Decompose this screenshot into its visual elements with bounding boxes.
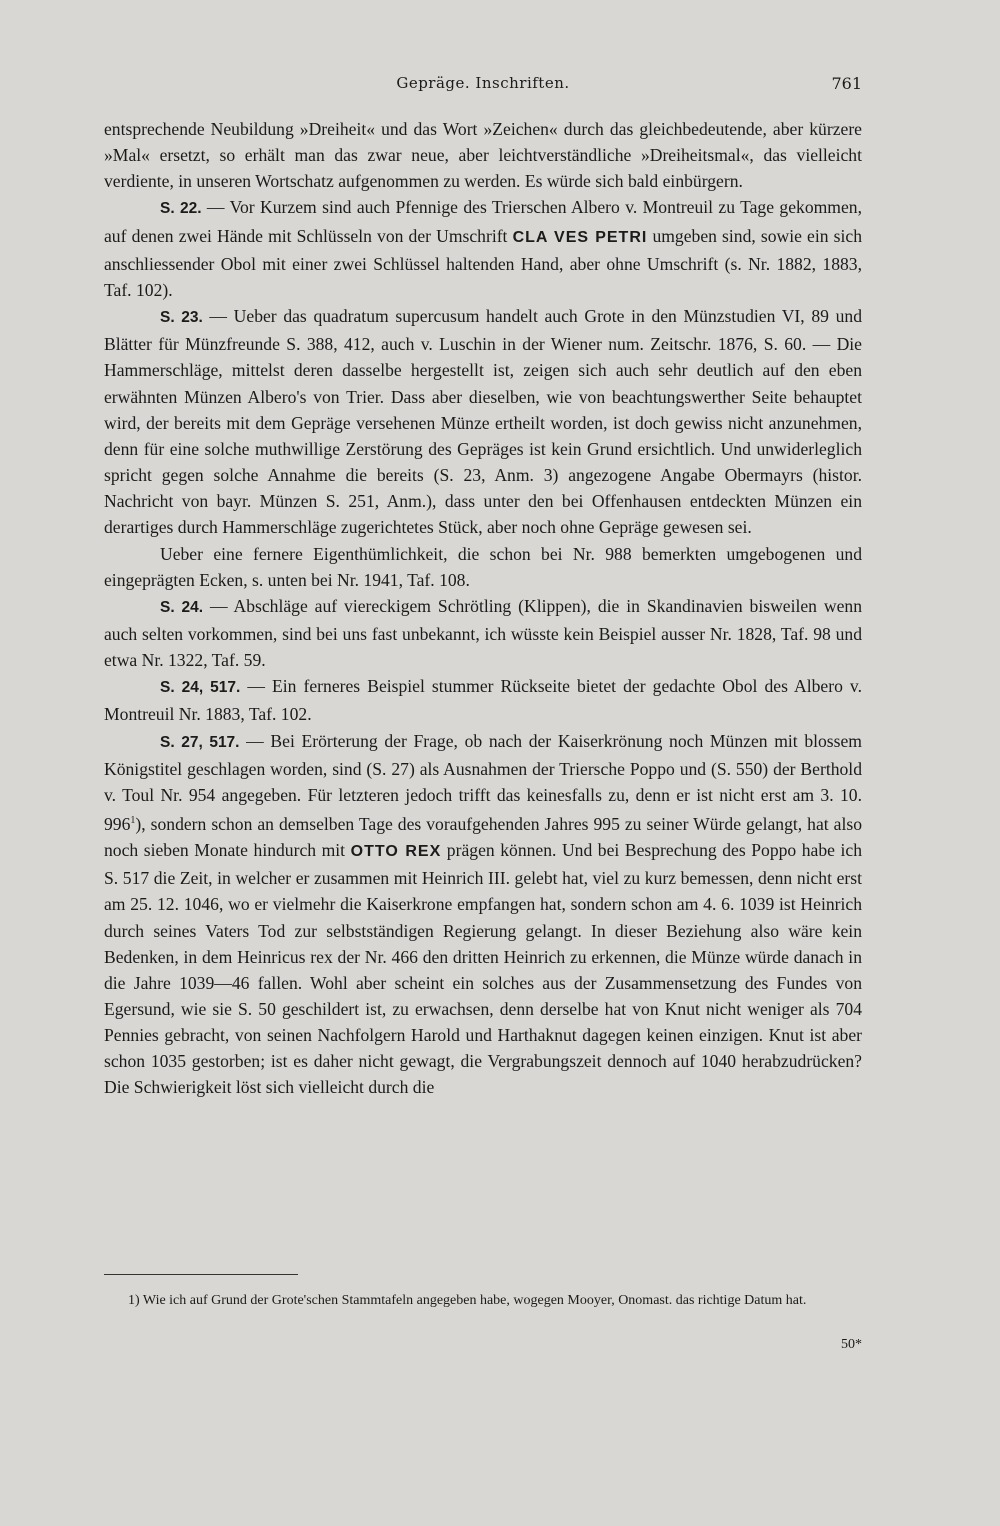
paragraph-text: — Ueber das quadratum supercusum handelt auch Grote in den Münzstudien VI, 89 und Blätter für Münzfreunde S. 388, 412, auch v. Luschin in der Wiener num. Zeitschr. 1876, S. 60. — Die Hammerschläge, mittelst deren dasselbe hergestellt ist, zeigen sich auch sehr deutlich auf den eben erwähnten Münzen Albero's von Trier. Dass aber dieselben, wie von beachtungswerther Seite behauptet wird, der bereits mit dem Gepräge versehenen Münze ertheilt worden, ist doch gewiss nicht anzunehmen, denn für eine solche muthwillige Zerstörung des Gepräges ist kein Grund ersichtlich. Und unwiderleglich spricht gegen solche Annahme die bereits (S. 23, Anm. 3) angezogene Angabe Obermayrs (histor. Nachricht von bayr. Münzen S. 251, Anm.), dass unter den bei Offenhausen entdeckten Münzen ein derartiges durch Hammerschläge zugerichtetes Stück, aber noch ohne Gepräge gewesen sei. [104, 306, 862, 538]
footnote-divider [104, 1274, 298, 1275]
paragraph-text: umgeben sind, sowie ein sich anschliessender Obol mit einer zwei Schlüssel haltenden Hand, aber ohne Umschrift (s. Nr. 1882, 1883, Taf. 102). [104, 225, 863, 300]
section-reference: S. 23. [160, 309, 203, 327]
running-head: Gepräge. Inschriften. [396, 74, 570, 92]
paragraph-s27-517 [104, 728, 862, 1101]
paragraph-text: Ueber eine fernere Eigenthümlichkeit, die schon bei Nr. 988 bemerkten umgebogenen und eingeprägten Ecken, s. unten bei Nr. 1941, Taf. 108. [104, 543, 862, 590]
paragraph-1 [104, 116, 862, 194]
inscription-text: CLA VES PETRI [512, 228, 648, 246]
paragraph-s22 [104, 194, 862, 303]
sheet-signature: 50* [841, 1337, 862, 1352]
paragraph-text: prägen können. Und bei Besprechung des Poppo habe ich S. 517 die Zeit, in welcher er zusammen mit Heinrich III. gelebt hat, viel zu kurz bemessen, denn nicht erst am 25. 12. 1046, wo er vielmehr die Kaiserkrone empfangen hat, sondern schon am 4. 6. 1039 ist Heinrich durch seines Vaters Tod zur selbstständigen Regierung gelangt. In dieser Beziehung also wäre kein Bedenken, in dem Heinricus rex der Nr. 466 den dritten Heinrich zu erkennen, die Münze würde danach in die Jahre 1039—46 fallen. Wohl aber scheint ein solches aus der Zusammensetzung des Fundes von Egersund, wie sie S. 50 geschildert ist, zu erwachsen, denn derselbe hat von Knut nicht weniger als 704 Pennies gebracht, von seinen Nachfolgern Harold und Harthaknut dagegen keinen einzigen. Knut ist aber schon 1035 gestorben; ist es daher nicht gewagt, die Vergrabungszeit dennoch auf 1040 herabzudrücken? Die Schwierigkeit löst sich vielleicht durch die [104, 840, 862, 1098]
paragraph-text: — Ein ferneres Beispiel stummer Rückseite bietet der gedachte Obol des Albero v. Montreuil Nr. 1883, Taf. 102. [104, 676, 862, 725]
footnote: 1) Wie ich auf Grund der Grote'schen Stammtafeln angegeben habe, wogegen Mooyer, Onomast. das richtige Datum hat. [128, 1293, 807, 1308]
page-number: 761 [831, 74, 862, 93]
section-reference: S. 27, 517. [160, 733, 240, 751]
section-reference: S. 22. [160, 200, 202, 218]
paragraph-text: ), sondern schon an demselben Tage des voraufgehenden Jahres 995 zu seiner Würde gelangt, hat also noch sieben Monate hindurch mit [104, 813, 862, 861]
paragraph-text: — Bei Erörterung der Frage, ob nach der Kaiserkrönung noch Münzen mit blossem Königstitel geschlagen worden, sind (S. 27) als Ausnahmen der Triersche Poppo und (S. 550) der Berthold v. Toul Nr. 954 angegeben. Für letzteren jedoch trifft das keinesfalls zu, denn er ist nicht erst am 3. 10. 996 [104, 730, 862, 834]
paragraph-text: — Abschläge auf viereckigem Schrötling (Klippen), die in Skandinavien bisweilen wenn auch selten vorkommen, sind bei uns fast unbekannt, ich wüsste kein Beispiel ausser Nr. 1828, Taf. 98 und etwa Nr. 1322, Taf. 59. [104, 595, 863, 671]
inscription-text: OTTO REX [350, 843, 442, 861]
page-header [104, 74, 862, 104]
paragraph-text: entsprechende Neubildung »Dreiheit« und das Wort »Zeichen« durch das gleichbedeutende, aber kürzere »Mal« ersetzt, so erhält man das zwar neue, aber leichtverständliche »Dreiheitsmal«, das vielleicht verdiente, in unseren Wortschatz aufgenommen zu werden. Es würde sich bald einbürgern. [104, 119, 862, 192]
section-reference: S. 24, 517. [160, 679, 241, 697]
paragraph-s23 [104, 303, 862, 540]
paragraph-text: — Vor Kurzem sind auch Pfennige des Trierschen Albero v. Montreuil zu Tage gekommen, auf denen zwei Hände mit Schlüsseln von der Umschrift [104, 197, 862, 246]
paragraph-s24-517 [104, 673, 862, 727]
main-text [104, 116, 862, 1101]
paragraph-s24 [104, 593, 862, 673]
paragraph-corners [104, 541, 862, 593]
section-reference: S. 24. [160, 598, 204, 616]
footnote-marker[interactable]: 1 [130, 815, 136, 827]
